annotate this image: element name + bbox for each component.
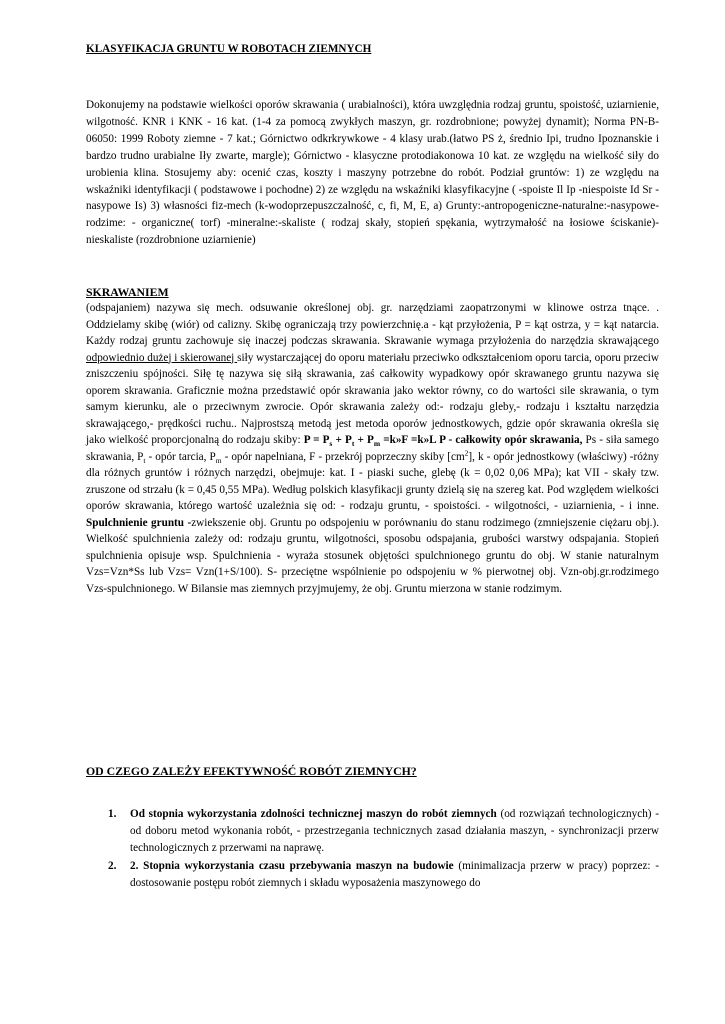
text-run: Ps - siła samego skrawania, P — [86, 434, 659, 463]
skrawanie-paragraph: (odspajaniem) nazywa się mech. odsuwanie określonej obj. gr. narzędziami zaopatrzonymi w klinowe ostrza tnące. . Oddzielamy skibę (wiór) od calizny. Skibę ograniczają trzy powierzchnię.a - kąt przyłożenia, P = kąt ostrza, y = kąt natarcia. Każdy rodzaj gruntu zachowuje się inaczej podczas skrawania. Skrawanie wymaga przyłożenia do narzędzia skrawającego odpowiednio dużej i skierowanej siły wystarczającej do oporu materiału przeciwko odkształceniom oporu tarcia, oporu przeciw zniszczeniu spójności. Siłę tę nazywa się siłą skrawania, zaś całkowity wypadkowy opór skrawanego gruntu nazywa się oporem skrawania. Graficznie można przedstawić opór skrawania jako wektor równy, co do wartości sile skrawania, o tym samym kierunku, ale o przeciwnym zwrocie. Opór skrawania zależy od:- rodzaju gleby,- rodzaju i kształtu narzędzia skrawającego,- prędkości ruchu.. Najprostszą metodą jest metoda oporów jednostkowych, gdzie opór skrawania określa się jako wielkość proporcjonalną do rodzaju skiby: $P = P_s + P_t + P_m$ =k»F =k»L P - całkowity opór skrawania, Ps - siła samego skrawania, $P_t$ - opór tarcia, $P_m$ - opór napelniana, F - przekrój poprzeczny skiby $[cm^2]$, k - opór jednostkowy (właściwy) -różny dla różnych gruntów i różnych narzędzi, obejmuje: kat. I - piaski suche, glebę (k = 0,02 0,06 MPa); kat VII - skały tzw. zruszone od strzału (k = 0,45 0,55 MPa). Według polskich klasyfikacji grunty dzielą się na szereg kat. Pod względem wielkości oporów skrawania, którego wartość uzależnia się od: - rodzaju gruntu, - spoistości. - wilgotności, - uziarnienia, - i inne. Spulchnienie gruntu -zwiekszenie obj. Gruntu po odspojeniu w porównaniu do stanu rodzimego (zmniejszenie ciężaru obj.). Wielkość spulchnienia zależy od: rodzaju gruntu, wilgotności, sposobu odspajania, grubości warstwy odspajania. Stopień spulchnienia opisuje wsp. Spulchnienia - wyraża stosunek objętości spulchnionego gruntu do obj. W stanie naturalnym Vzs=Vzn*Ss lub Vzs= Vzn(1+S/100). S- przeciętne wspólnienie po odspojeniu w % pierwotnej obj. Vzn-obj.gr.rodzimego Vzs-spulchnionego. W Bilansie mas ziemnych przyjmujemy, że obj. Gruntu mierzona w stanie rodzimym. — [86, 302, 660, 595]
text-run: (odspajaniem) nazywa się mech. odsuwanie określonej obj. gr. narzędziami zaopatrzonymi w klinowe ostrza tnące. . Oddzielamy skibę (wiór) od calizny. Skibę ograniczają trzy powierzchnię.a - kąt przyłożenia, P = kąt ostrza, y = kąt natarcia. Każdy rodzaj gruntu zachowuje się inaczej podczas skrawania. Skrawanie wymaga przyłożenia do narzędzia skrawającego — [86, 302, 659, 347]
list-item — [86, 858, 659, 892]
document-title: KLASYFIKACJA GRUNTU W ROBOTACH ZIEMNYCH — [86, 43, 372, 55]
list-item — [86, 806, 659, 857]
section-heading-efektywnosc: OD CZEGO ZALEŻY EFEKTYWNOŚĆ ROBÓT ZIEMNYCH? — [86, 764, 417, 778]
list-number: 1. — [108, 808, 117, 820]
list-item-text: (minimalizacja przerw w pracy) poprzez: - dostosowanie postępu robót ziemnych i składu wyposażenia maszynowego do — [130, 859, 659, 889]
intro-paragraph: Dokonujemy na podstawie wielkości oporów skrawania ( urabialności), która uwzględnia rodzaj gruntu, spoistość, uziarnienie, wilgotność. KNR i KNK - 16 kat. (1-4 za pomocą zwykłych maszyn, gr. rozdrobnione; powyżej dynamit); Norma PN-B-06050: 1999 Roboty ziemne - 7 kat.; Górnictwo odkrkrywkowe - 4 klasy urab.(łatwo PS ż, średnio Ipi, trudno Ipoznanskie i bardzo trudno urabialne Iły zwarte, margle); Górnictwo - klasyczne protodiakonowa 10 kat. ze względu na wielkość siły do urobienia klina. Stosujemy aby: ocenić czas, koszty i maszyny potrzebne do robót. Podział gruntów: 1) ze względu na wskaźniki identyfikacji ( podstawowe i pochodne) 2) ze względu na wskaźniki klasyfikacyjne ( -spoiste Il Ip -niespoiste Id Sr -nasypowe Is) 3) własności fiz-mech (k-wodoprzepuszczalność, c, fi, M, E, a) Grunty:-antropogeniczne-naturalne:-nasypowe-rodzime: - organiczne( torf) -mineralne:-skaliste ( rodzaj skały, stopień spękania, wytrzymałość na łosiowe ściskanie)-nieskaliste (rozdrobnione uziarnienie) — [86, 99, 659, 247]
list-item-bold: Od stopnia wykorzystania zdolności technicznej maszyn do robót ziemnych — [130, 808, 497, 820]
list-number: 2. — [108, 859, 117, 872]
text-run: zwiekszenie obj. Gruntu po odspojeniu w porównaniu do stanu rodzimego (zmniejszenie ciężaru obj.). Wielkość spulchnienia zależy od: rodzaju gruntu, wilgotności, sposobu odspajania, grubości warstwy odspajania. Stopień spulchnienia opisuje wsp. Spulchnienia - wyraża stosunek objętości spulchnionego gruntu do obj. W stanie naturalnym Vzs=Vzn*Ss lub Vzs= Vzn(1+S/100). S- przeciętne wspólnienie po odspojeniu w % pierwotnej obj. Vzn-obj.gr.rodzimego Vzs-spulchnionego. W Bilansie mas ziemnych przyjmujemy, że obj. Gruntu mierzona w stanie rodzimym. — [86, 516, 659, 595]
text-run: siły wystarczającej do oporu materiału przeciwko odkształceniom oporu tarcia, oporu przeciw zniszczeniu spójności. Siłę tę nazywa się siłą skrawania, zaś całkowity wypadkowy opór skrawanego gruntu nazywa się oporem skrawania. Graficznie można przedstawić opór skrawania jako wektor równy, co do wartości sile skrawania, o tym samym kierunku, ale o przeciwnym zwrocie. Opór skrawania zależy od:- rodzaju gleby,- rodzaju i kształtu narzędzia skrawającego,- prędkości ruchu.. Najprostszą metodą jest metoda oporów jednostkowych, gdzie opór skrawania określa się jako wielkość proporcjonalną do rodzaju skiby: — [86, 351, 659, 446]
list-item-text: (od rozwiązań technologicznych) - od doboru metod wykonania robót, - przestrzegania technicznych zasad działania maszyn, - synchronizacji przerw technologicznych z przerwami na naprawę. — [130, 808, 659, 854]
bold-term-spulchnienie: Spulchnienie gruntu - — [86, 516, 192, 529]
underlined-text: odpowiednio dużej i skierowanej — [86, 351, 238, 364]
list-item-bold: 2. Stopnia wykorzystania czasu przebywania maszyn na budowie — [130, 859, 454, 872]
formula: $P = P_s + P_t + P_m$ =k»F =k»L P - całkowity opór skrawania, — [303, 434, 583, 449]
efektywnosc-list — [86, 806, 659, 893]
section-heading-skrawaniem: SKRAWANIEM — [86, 285, 169, 299]
